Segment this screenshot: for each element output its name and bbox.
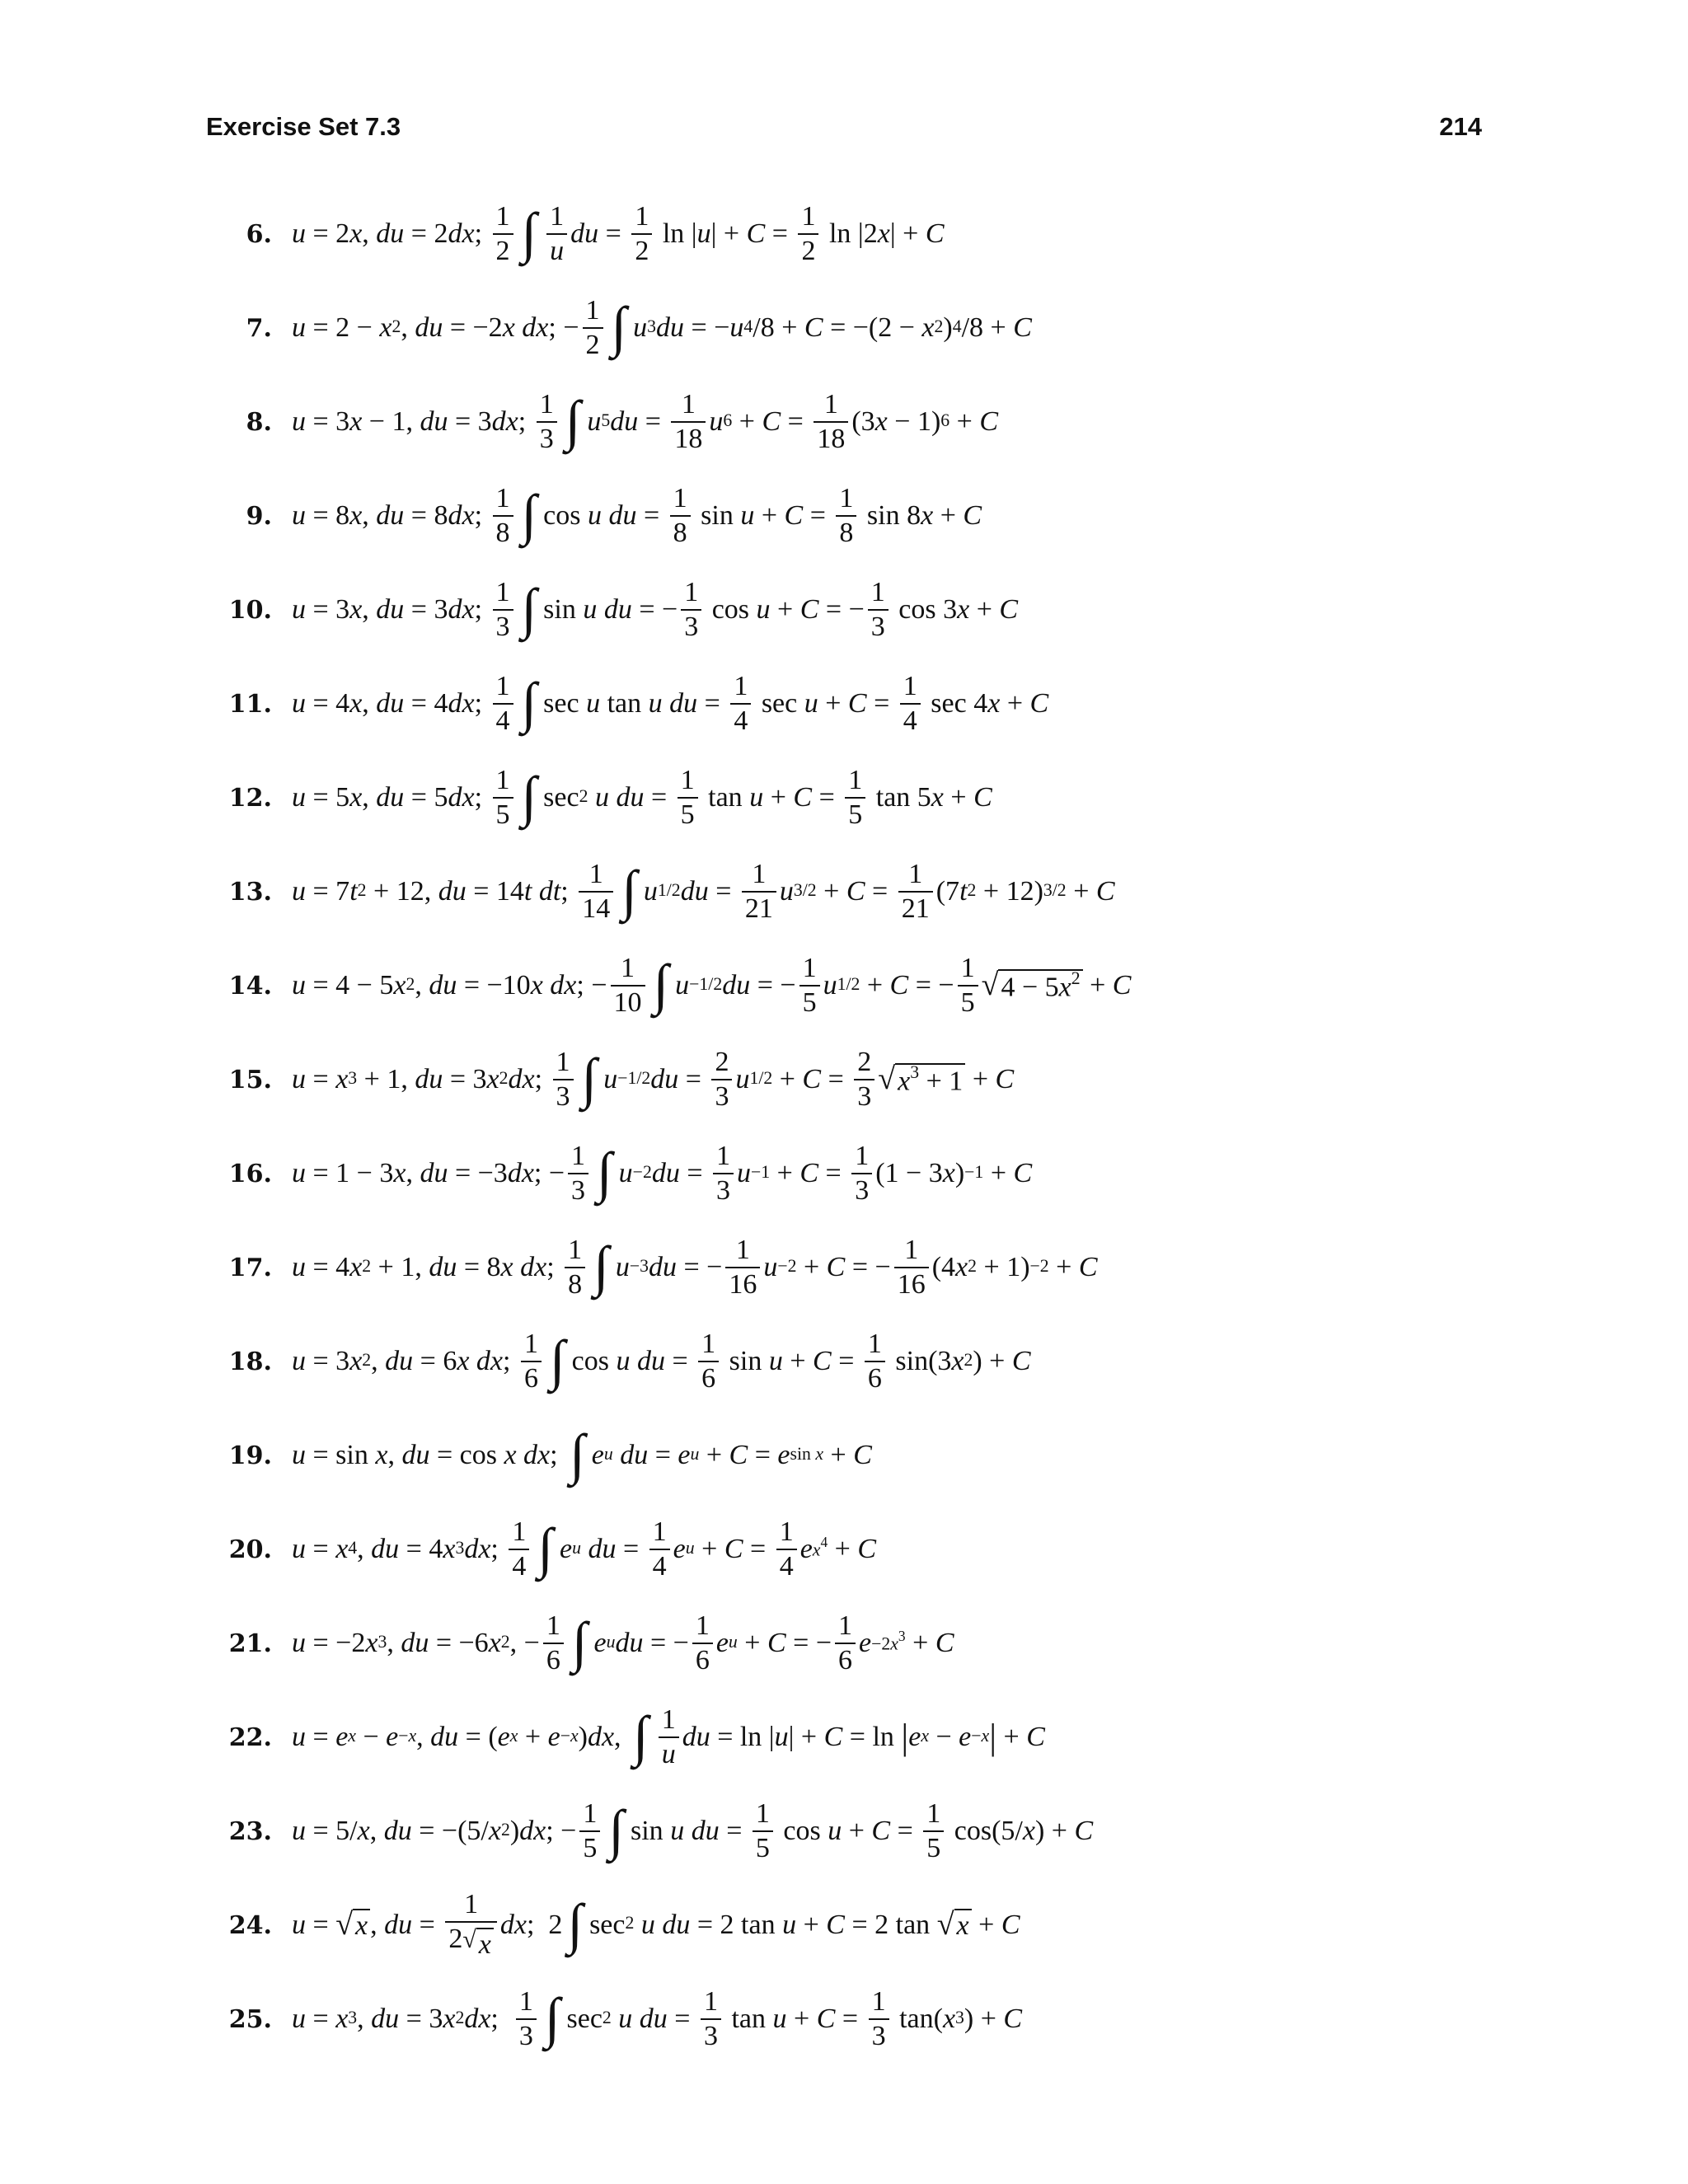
problem-number: 19.: [228, 1441, 272, 1470]
problem-number: 7.: [246, 313, 272, 343]
solution: u = x $^4$ , du = 4 x $^3$ dx ; $\frac{1}{4}$ ∫ e $^u$ du = $\frac{1}{4}$ e $^u$ + C = $\frac{1}{4}$ e $^{x^4}$ + C: [292, 1516, 877, 1582]
solution: u = 3 x , du = 3 dx ; $\frac{1}{3}$ ∫ sin u du = − $\frac{1}{3}$ cos u + C = − $\frac{1}{3}$ cos 3 x + C: [292, 577, 1019, 642]
solution: u = 1 − 3 x , du = −3 dx ; − $\frac{1}{3}$ ∫ u $^{-2}$ du = $\frac{1}{3}$ u $^{-1}$ + C = $\frac{1}{3}$ (1 − 3 x ) $^{-1}$ + C: [292, 1141, 1033, 1206]
solution: u = √ x , du = 1 2 √ x dx ; 2 ∫ sec $^2$ u du = 2 tan u + C = 2 tan √ x + C: [292, 1888, 1020, 1960]
problem-number: 14.: [228, 971, 272, 1001]
problem-number: 9.: [246, 501, 272, 531]
solution: u = 8 x , du = 8 dx ; $\frac{1}{8}$ ∫ cos u du = $\frac{1}{8}$ sin u + C = $\frac{1}{8}$ sin 8 x + C: [292, 483, 982, 548]
problem-number: 16.: [228, 1159, 272, 1188]
problem-number: 11.: [228, 689, 272, 719]
problem-number: 10.: [228, 595, 272, 625]
solution: u = 2 x , du = 2 dx ; $\frac{1}{2}$ ∫ $\frac{1}{u}$ du = $\frac{1}{2}$ ln | u | + C = $\frac{1}{2}$ ln |2 x | + C: [292, 201, 945, 266]
problem-number: 13.: [228, 877, 272, 907]
solution: u = 2 − x $^2$ , du = −2 x dx ; − $\frac{1}{2}$ ∫ u $^3$ du = − u $^4$ /8 + C = −(2 − x $^2$ ) $^4$ /8 + C: [292, 295, 1032, 360]
problem-number: 22.: [228, 1722, 272, 1752]
section-title: Exercise Set 7.3: [206, 112, 401, 141]
solution: u = 4 x $^2$ + 1, du = 8 x dx ; $\frac{1}{8}$ ∫ u $^{-3}$ du = − $\frac{1}{16}$ u $^{-2}$ + C = − $\frac{1}{16}$ (4 x $^2$ + 1) $^{-2}$ + C: [292, 1235, 1098, 1300]
problem-number: 20.: [228, 1535, 272, 1564]
problem-21: [201, 1602, 954, 1685]
solution: u = 7 t $^2$ + 12, du = 14 t dt ; $\frac{1}{14}$ ∫ u $^{1/2}$ du = $\frac{1}{21}$ u $^{3/2}$ + C = $\frac{1}{21}$ (7 t $^2$ + 12) $^{3/2}$ + C: [292, 859, 1115, 924]
problem-14: [201, 944, 1131, 1027]
page-header: [206, 112, 1482, 142]
solution: u = 3 x $^2$ , du = 6 x dx ; $\frac{1}{6}$ ∫ cos u du = $\frac{1}{6}$ sin u + C = $\frac{1}{6}$ sin(3 x $^2$ ) + C: [292, 1329, 1031, 1394]
solution: u = e $^x$ − e $^{-x}$ , du = ( e $^x$ + e $^{-x}$ ) dx , ∫ $\frac{1}{u}$ du = ln | u | + C = ln | e $^x$ − e $^{-x}$ | + C: [292, 1704, 1045, 1769]
solution: u = 5/ x , du = −(5/ x $^2$ ) dx ; − $\frac{1}{5}$ ∫ sin u du = $\frac{1}{5}$ cos u + C = $\frac{1}{5}$ cos(5/ x ) + C: [292, 1798, 1094, 1863]
page-number: 214: [1439, 112, 1482, 141]
problem-12: [201, 757, 992, 839]
problem-20: [201, 1508, 876, 1591]
problem-9: [201, 475, 982, 557]
solution: u = 3 x − 1, du = 3 dx ; $\frac{1}{3}$ ∫ u $^5$ du = $\frac{1}{18}$ u $^6$ + C = $\frac{1}{18}$ (3 x − 1) $^6$ + C: [292, 389, 999, 454]
problem-19: [201, 1414, 872, 1497]
solution: u = −2 x $^3$ , du = −6 x $^2$ , − $\frac{1}{6}$ ∫ e $^u$ du = − $\frac{1}{6}$ e $^u$ + C = − $\frac{1}{6}$ e $^{-2x^3}$ + C: [292, 1610, 954, 1675]
problem-18: [201, 1320, 1031, 1403]
problem-13: [201, 851, 1115, 933]
problem-11: [201, 663, 1048, 745]
problem-number: 6.: [246, 219, 272, 249]
problem-24: [201, 1884, 1020, 1966]
problem-15: [201, 1038, 1014, 1121]
problem-number: 24.: [228, 1910, 272, 1940]
problem-23: [201, 1790, 1093, 1872]
problem-number: 23.: [228, 1816, 272, 1846]
solution: u = x $^3$ + 1, du = 3 x $^2$ dx ; $\frac{1}{3}$ ∫ u $^{-1/2}$ du = $\frac{2}{3}$ u $^{1/2}$ + C = $\frac{2}{3}$ √ $x^3 + 1$ + C: [292, 1047, 1015, 1112]
problem-number: 21.: [228, 1629, 272, 1658]
problem-25: [201, 1978, 1022, 2060]
problem-10: [201, 569, 1018, 651]
problem-number: 15.: [228, 1065, 272, 1094]
problem-7: [201, 287, 1032, 369]
solution: u = 4 − 5 x $^2$ , du = −10 x dx ; − $\frac{1}{10}$ ∫ u $^{-1/2}$ du = − $\frac{1}{5}$ u $^{1/2}$ + C = − $\frac{1}{5}$ √ $4 - 5x^2$ + C: [292, 953, 1132, 1018]
solution: u = x $^3$ , du = 3 x $^2$ dx ; $\frac{1}{3}$ ∫ sec $^2$ u du = $\frac{1}{3}$ tan u + C = $\frac{1}{3}$ tan( x $^3$ ) + C: [292, 1986, 1023, 2051]
problem-number: 8.: [246, 407, 272, 437]
problem-number: 17.: [228, 1253, 272, 1282]
problem-16: [201, 1132, 1032, 1215]
solution: u = sin x , du = cos x dx ; ∫ e $^u$ du = e $^u$ + C = e $^{sin x}$ + C: [292, 1422, 872, 1485]
problem-22: [201, 1696, 1045, 1779]
problem-17: [201, 1226, 1098, 1309]
problem-number: 18.: [228, 1347, 272, 1376]
problem-8: [201, 381, 998, 463]
solution: u = 5 x , du = 5 dx ; $\frac{1}{5}$ ∫ sec $^2$ u du = $\frac{1}{5}$ tan u + C = $\frac{1}{5}$ tan 5 x + C: [292, 765, 992, 830]
problem-6: [201, 193, 945, 275]
solution: u = 4 x , du = 4 dx ; $\frac{1}{4}$ ∫ sec u tan u du = $\frac{1}{4}$ sec u + C = $\frac{1}{4}$ sec 4 x + C: [292, 671, 1049, 736]
problem-number: 12.: [228, 783, 272, 813]
problem-number: 25.: [228, 2004, 272, 2034]
